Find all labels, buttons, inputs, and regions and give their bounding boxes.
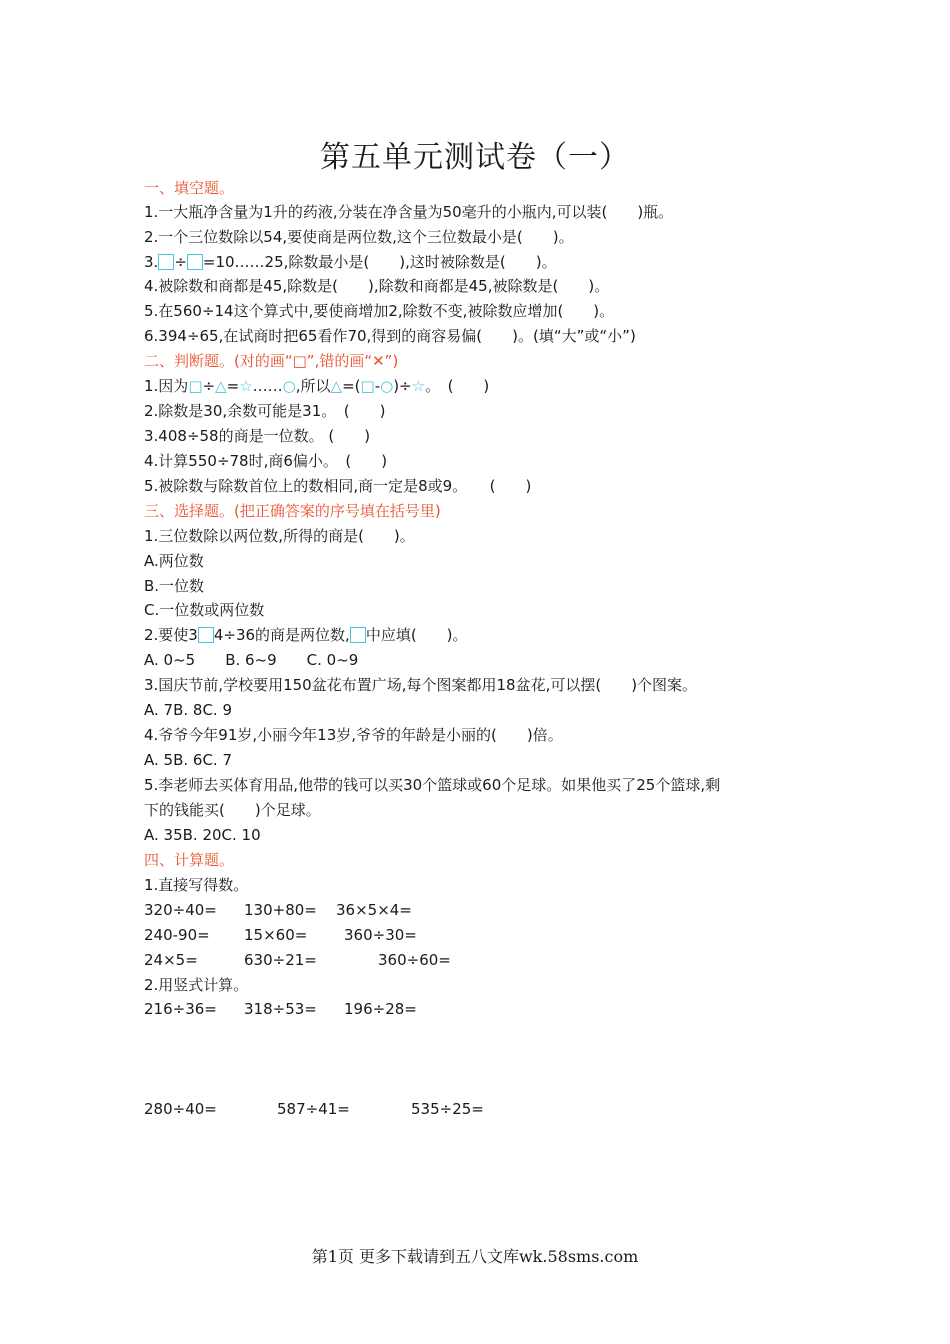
fill-question-5: 5.在560÷14这个算式中,要使商增加2,除数不变,被除数应增加( )。 bbox=[144, 302, 615, 320]
choice-q4-options bbox=[144, 750, 232, 770]
calc-item: 360÷60= bbox=[378, 951, 451, 969]
choice-q2-prefix: 2.要使3 bbox=[144, 626, 198, 644]
section-choice-heading: 三、选择题。(把正确答案的序号填在括号里) bbox=[144, 502, 441, 520]
choice-q5-options bbox=[144, 825, 261, 845]
fill-question-3 bbox=[144, 252, 557, 272]
option-a: A. 5 bbox=[144, 751, 174, 769]
option-b: B. 8 bbox=[173, 701, 203, 719]
fill-question-2: 2.一个三位数除以54,要使商是两位数,这个三位数最小是( )。 bbox=[144, 228, 574, 246]
fill-question-4: 4.被除数和商都是45,除数是( ),除数和商都是45,被除数是( )。 bbox=[144, 277, 610, 295]
square-symbol: □ bbox=[360, 377, 375, 395]
option-b: B. 20 bbox=[182, 826, 222, 844]
calc-row-5 bbox=[144, 1099, 484, 1119]
circle-symbol: ○ bbox=[282, 377, 296, 395]
remainder-dots: …… bbox=[252, 377, 283, 395]
calc-item: 318÷53= bbox=[244, 1000, 317, 1018]
judge-question-5: 5.被除数与除数首位上的数相同,商一定是8或9。 ( ) bbox=[144, 477, 532, 495]
calc-item: 196÷28= bbox=[344, 1000, 417, 1018]
choice-q2-suffix: 中应填( )。 bbox=[365, 626, 468, 644]
choice-question-4: 4.爷爷今年91岁,小丽今年13岁,爷爷的年龄是小丽的( )倍。 bbox=[144, 726, 563, 744]
choice-q1-option-c: C.一位数或两位数 bbox=[144, 601, 265, 619]
section-judge-heading: 二、判断题。(对的画“□”,错的画“✕”) bbox=[144, 352, 399, 370]
square-symbol: □ bbox=[188, 377, 203, 395]
judge-question-2: 2.除数是30,余数可能是31。 ( ) bbox=[144, 402, 386, 420]
blank-box bbox=[198, 627, 214, 643]
page-footer: 第1页 更多下载请到五八文库wk.58sms.com bbox=[311, 1247, 639, 1266]
equals-sign: = bbox=[226, 377, 240, 395]
calc-question-2: 2.用竖式计算。 bbox=[144, 976, 249, 994]
calc-item: 216÷36= bbox=[144, 1000, 217, 1018]
choice-q1-option-b: B.一位数 bbox=[144, 577, 205, 595]
choice-q2-options: A. 0~5 B. 6~9 C. 0~9 bbox=[144, 651, 359, 669]
calc-row-2 bbox=[144, 925, 417, 945]
judge-q1-end: 。 ( ) bbox=[425, 377, 490, 395]
close-paren-divide: )÷ bbox=[393, 377, 412, 395]
choice-question-2 bbox=[144, 625, 468, 645]
star-symbol: ☆ bbox=[411, 377, 426, 395]
calc-item: 280÷40= bbox=[144, 1100, 217, 1118]
minus-sign: - bbox=[374, 377, 381, 395]
choice-question-5-line-2: 下的钱能买( )个足球。 bbox=[144, 801, 321, 819]
calc-item: 630÷21= bbox=[244, 951, 317, 969]
fill-q3-number: 3. bbox=[144, 253, 159, 271]
blank-box bbox=[158, 254, 174, 270]
calc-item: 24×5= bbox=[144, 951, 198, 969]
fill-question-6: 6.394÷65,在试商时把65看作70,得到的商容易偏( )。(填“大”或“小”) bbox=[144, 327, 636, 345]
equals-paren: =( bbox=[342, 377, 361, 395]
blank-box bbox=[350, 627, 366, 643]
calc-item: 587÷41= bbox=[277, 1100, 350, 1118]
calc-item: 535÷25= bbox=[411, 1100, 484, 1118]
triangle-symbol: △ bbox=[330, 377, 343, 395]
calc-item: 320÷40= bbox=[144, 901, 217, 919]
fill-q3-text: =10……25,除数最小是( ),这时被除数是( )。 bbox=[202, 253, 557, 271]
calc-item: 360÷30= bbox=[344, 926, 417, 944]
option-b: B. 6 bbox=[173, 751, 203, 769]
choice-question-3: 3.国庆节前,学校要用150盆花布置广场,每个图案都用18盆花,可以摆( )个图案。 bbox=[144, 676, 698, 694]
judge-question-4: 4.计算550÷78时,商6偏小。 ( ) bbox=[144, 452, 388, 470]
section-calc-heading: 四、计算题。 bbox=[144, 851, 235, 869]
choice-q3-options bbox=[144, 700, 232, 720]
star-symbol: ☆ bbox=[239, 377, 253, 395]
circle-symbol: ○ bbox=[380, 377, 394, 395]
calc-item: 240-90= bbox=[144, 926, 210, 944]
option-c: C. 10 bbox=[221, 826, 261, 844]
blank-box bbox=[187, 254, 203, 270]
choice-question-1: 1.三位数除以两位数,所得的商是( )。 bbox=[144, 527, 415, 545]
option-c: C. 7 bbox=[202, 751, 233, 769]
calc-item: 36×5×4= bbox=[336, 901, 412, 919]
choice-q1-option-a: A.两位数 bbox=[144, 552, 204, 570]
calc-row-1 bbox=[144, 900, 412, 920]
judge-q1-so: ,所以 bbox=[295, 377, 331, 395]
choice-question-5-line-1: 5.李老师去买体育用品,他带的钱可以买30个篮球或60个足球。如果他买了25个篮球,剩 bbox=[144, 776, 721, 794]
calc-item: 15×60= bbox=[244, 926, 308, 944]
judge-question-3: 3.408÷58的商是一位数。 ( ) bbox=[144, 427, 371, 445]
page-title: 第五单元测试卷（一） bbox=[320, 140, 630, 175]
judge-q1-prefix: 1.因为 bbox=[144, 377, 189, 395]
divide-sign: ÷ bbox=[202, 377, 216, 395]
triangle-symbol: △ bbox=[215, 377, 227, 395]
calc-item: 130+80= bbox=[244, 901, 317, 919]
choice-q2-middle: 4÷36的商是两位数, bbox=[213, 626, 350, 644]
option-c: C. 9 bbox=[202, 701, 233, 719]
section-fill-heading: 一、填空题。 bbox=[144, 179, 235, 197]
calc-row-3 bbox=[144, 950, 451, 970]
fill-q3-divide: ÷ bbox=[174, 253, 187, 271]
option-a: A. 7 bbox=[144, 701, 174, 719]
option-a: A. 35 bbox=[144, 826, 183, 844]
calc-row-4 bbox=[144, 999, 417, 1019]
fill-question-1: 1.一大瓶净含量为1升的药液,分装在净含量为50毫升的小瓶内,可以装( )瓶。 bbox=[144, 203, 674, 221]
judge-question-1 bbox=[144, 376, 489, 396]
calc-question-1: 1.直接写得数。 bbox=[144, 876, 249, 894]
